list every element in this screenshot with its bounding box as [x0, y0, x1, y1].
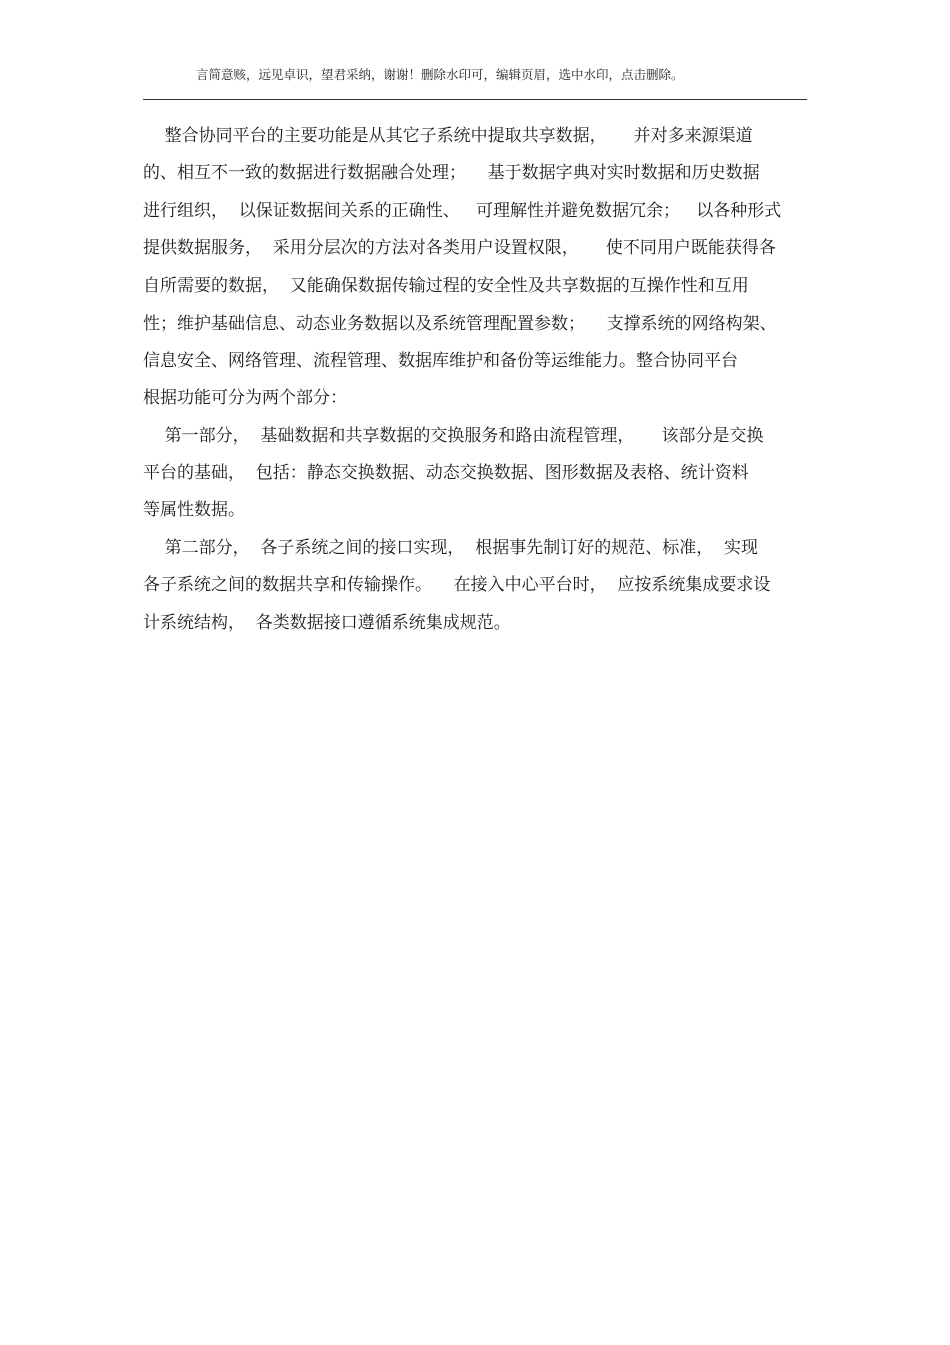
body-line: 计系统结构， 各类数据接口遵循系统集成规范。: [143, 613, 511, 633]
body-line: 进行组织， 以保证数据间关系的正确性、 可理解性并避免数据冗余； 以各种形式: [143, 201, 782, 221]
body-line: 自所需要的数据， 又能确保数据传输过程的安全性及共享数据的互操作性和互用: [143, 276, 749, 296]
body-line: 根据功能可分为两个部分：: [143, 388, 347, 408]
body-line: 整合协同平台的主要功能是从其它子系统中提取共享数据， 并对多来源渠道: [143, 126, 753, 146]
header-watermark-note: 言简意赅，远见卓识，望君采纳，谢谢！删除水印可，编辑页眉，选中水印，点击删除。: [196, 67, 684, 82]
body-line: 各子系统之间的数据共享和传输操作。 在接入中心平台时， 应按系统集成要求设: [143, 575, 771, 595]
body-line: 平台的基础， 包括：静态交换数据、动态交换数据、图形数据及表格、统计资料: [143, 463, 749, 483]
body-line: 性；维护基础信息、动态业务数据以及系统管理配置参数； 支撑系统的网络构架、: [143, 314, 777, 334]
body-line: 提供数据服务， 采用分层次的方法对各类用户设置权限， 使不同用户既能获得各: [143, 238, 776, 258]
body-line: 第二部分， 各子系统之间的接口实现， 根据事先制订好的规范、标准， 实现: [143, 538, 759, 558]
header-divider: [143, 99, 807, 100]
body-line: 等属性数据。: [143, 500, 245, 520]
body-line: 信息安全、网络管理、流程管理、数据库维护和备份等运维能力。整合协同平台: [143, 351, 738, 371]
body-line: 的、相互不一致的数据进行数据融合处理； 基于数据字典对实时数据和历史数据: [143, 163, 760, 183]
body-line: 第一部分， 基础数据和共享数据的交换服务和路由流程管理， 该部分是交换: [143, 426, 764, 446]
